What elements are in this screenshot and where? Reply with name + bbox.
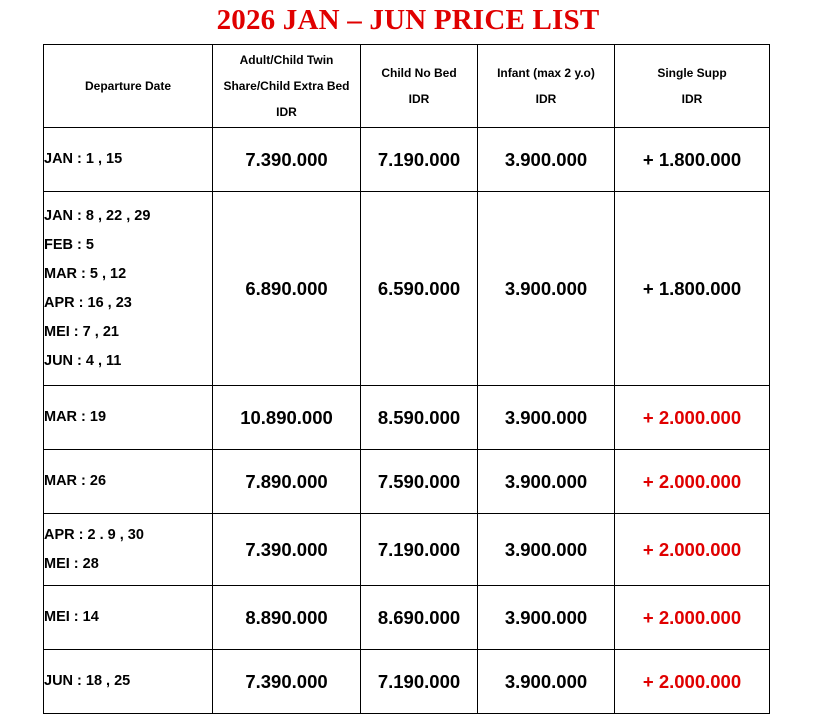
header-single-supp xyxy=(615,45,770,128)
infant-price-cell: 3.900.000 xyxy=(478,514,615,586)
header-line: Infant (max 2 y.o) xyxy=(497,66,595,80)
departure-date: MEI : 14 xyxy=(44,609,99,625)
table-row xyxy=(44,514,770,586)
table-row xyxy=(44,192,770,386)
table-row xyxy=(44,450,770,514)
child-no-bed-price-cell: 7.190.000 xyxy=(361,514,478,586)
header-line: IDR xyxy=(681,92,703,106)
adult-price-cell: 7.390.000 xyxy=(213,514,361,586)
header-line: Adult/Child Twin xyxy=(239,53,334,67)
departure-dates-cell xyxy=(44,450,213,514)
infant-price-cell: 3.900.000 xyxy=(478,586,615,650)
header-line: IDR xyxy=(408,92,430,106)
price-table xyxy=(43,44,770,714)
infant-price-cell: 3.900.000 xyxy=(478,192,615,386)
infant-price-cell: 3.900.000 xyxy=(478,650,615,714)
infant-price-cell: 3.900.000 xyxy=(478,128,615,192)
adult-price-cell: 6.890.000 xyxy=(213,192,361,386)
table-row xyxy=(44,650,770,714)
page-title: 2026 JAN – JUN PRICE LIST xyxy=(216,4,600,36)
single-supp-cell: + 2.000.000 xyxy=(615,650,770,714)
table-body xyxy=(44,128,770,714)
table-row xyxy=(44,128,770,192)
single-supp-cell: + 1.800.000 xyxy=(615,128,770,192)
departure-date: MAR : 19 xyxy=(44,409,107,425)
departure-date: APR : 2 . 9 , 30 xyxy=(44,526,144,543)
child-no-bed-price-cell: 7.190.000 xyxy=(361,650,478,714)
adult-price-cell: 7.890.000 xyxy=(213,450,361,514)
child-no-bed-price-cell: 8.590.000 xyxy=(361,386,478,450)
departure-date: APR : 16 , 23 xyxy=(44,294,132,311)
adult-price-cell: 7.390.000 xyxy=(213,128,361,192)
departure-date: MAR : 5 , 12 xyxy=(44,265,127,282)
adult-price-cell: 8.890.000 xyxy=(213,586,361,650)
single-supp-cell: + 2.000.000 xyxy=(615,514,770,586)
table-row xyxy=(44,386,770,450)
header-line: Share/Child Extra Bed xyxy=(223,79,350,93)
departure-dates-cell xyxy=(44,386,213,450)
infant-price-cell: 3.900.000 xyxy=(478,450,615,514)
infant-price-cell: 3.900.000 xyxy=(478,386,615,450)
header-line: IDR xyxy=(535,92,557,106)
child-no-bed-price-cell: 7.190.000 xyxy=(361,128,478,192)
header-line: Departure Date xyxy=(84,79,172,93)
adult-price-cell: 10.890.000 xyxy=(213,386,361,450)
single-supp-cell: + 2.000.000 xyxy=(615,386,770,450)
departure-dates-cell xyxy=(44,514,213,586)
departure-date: MEI : 7 , 21 xyxy=(44,323,119,340)
departure-dates-cell xyxy=(44,650,213,714)
departure-dates-cell xyxy=(44,586,213,650)
departure-dates-cell xyxy=(44,128,213,192)
header-line: Child No Bed xyxy=(381,66,457,80)
child-no-bed-price-cell: 8.690.000 xyxy=(361,586,478,650)
departure-date: MAR : 26 xyxy=(44,473,107,489)
header-departure-date xyxy=(44,45,213,128)
departure-date: MEI : 28 xyxy=(44,555,99,572)
child-no-bed-price-cell: 7.590.000 xyxy=(361,450,478,514)
single-supp-cell: + 2.000.000 xyxy=(615,450,770,514)
header-line: Single Supp xyxy=(657,66,727,80)
header-adult-child xyxy=(213,45,361,128)
departure-date: JAN : 1 , 15 xyxy=(44,151,123,167)
table-row xyxy=(44,586,770,650)
header-infant xyxy=(478,45,615,128)
single-supp-cell: + 1.800.000 xyxy=(615,192,770,386)
header-line: IDR xyxy=(276,105,297,119)
departure-dates-cell xyxy=(44,192,213,386)
departure-date: FEB : 5 xyxy=(44,236,94,253)
header-row xyxy=(44,45,770,128)
header-child-no-bed xyxy=(361,45,478,128)
single-supp-cell: + 2.000.000 xyxy=(615,586,770,650)
adult-price-cell: 7.390.000 xyxy=(213,650,361,714)
departure-date: JUN : 18 , 25 xyxy=(44,673,131,689)
child-no-bed-price-cell: 6.590.000 xyxy=(361,192,478,386)
departure-date: JAN : 8 , 22 , 29 xyxy=(44,207,151,224)
departure-date: JUN : 4 , 11 xyxy=(44,352,122,369)
